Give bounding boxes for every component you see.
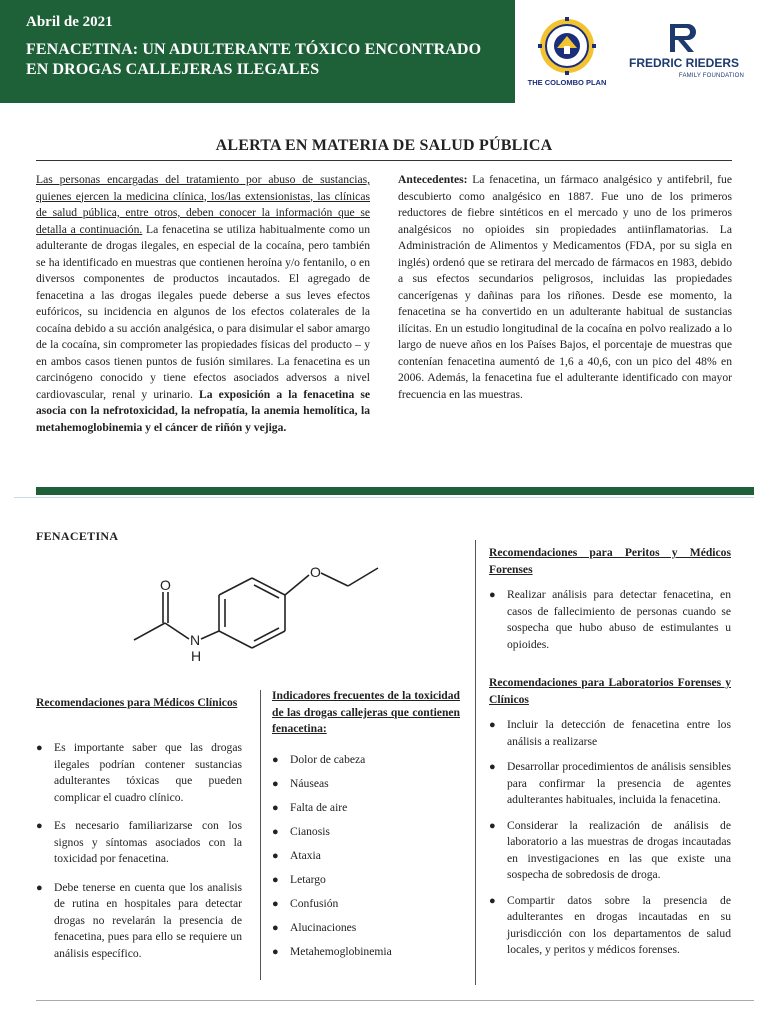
list-item: ● Es importante saber que las drogas ilegales podrían contener sustancias adulterantes tóxicas que pueden complicar el cuadro clínico. xyxy=(36,741,242,804)
list-item: ● Cianosis xyxy=(272,825,330,838)
colombo-plan-label: THE COLOMBO PLAN xyxy=(527,78,607,87)
footer-rule xyxy=(36,1000,754,1001)
title-underline xyxy=(36,160,732,161)
column-rule-right xyxy=(475,540,476,985)
intro-body-text: La fenacetina se utiliza habitualmente como un adulterante de drogas ilegales, en especial de la cocaína, pero también se ha identificado en muestras que contienen heroína y/o fentanilo, o en diversos componentes de productos incautados. El agregado de fenacetina a las drogas ilegales puede deberse a sus leves efectos eufóricos, su incidencia en algunos de los efectos colaterales de la cocaína debido a su acción analgésica, o para disimular el sabor amargo de la cocaína, sin comprometer las propiedades físicas del producto – y en ambos casos tienen puntos de fusión similares. La fenacetina es un carcinógeno conocido y tiene efectos asociados adversos a nivel cardiovascular, renal y urinario. xyxy=(36,222,370,401)
section-divider xyxy=(36,487,754,495)
intro-paragraph xyxy=(36,172,370,436)
colombo-plan-emblem-icon xyxy=(524,12,610,78)
peritos-list xyxy=(489,587,731,653)
medicos-clinicos-list xyxy=(36,740,242,962)
fredric-rieders-logo xyxy=(624,20,744,84)
list-item: ● Confusión xyxy=(272,897,339,910)
list-item: ● Náuseas xyxy=(272,777,329,790)
alert-title: ALERTA EN MATERIA DE SALUD PÚBLICA xyxy=(215,137,553,154)
column-rule-middle xyxy=(260,690,261,980)
molecule-label: FENACETINA xyxy=(36,529,119,543)
section-divider-thin xyxy=(14,497,754,498)
fredric-rieders-subtitle: FAMILY FOUNDATION xyxy=(678,73,744,79)
antecedentes-label: Antecedentes: xyxy=(398,173,468,186)
phenacetin-structure-diagram xyxy=(120,555,400,675)
atom-h: H xyxy=(191,648,202,664)
fredric-rieders-name: FREDRIC RIEDERS xyxy=(628,56,739,70)
indicadores-heading: Indicadores frecuentes de la toxicidad de las drogas callejeras que contienen fenacetina: xyxy=(272,689,460,735)
atom-n: N xyxy=(190,632,201,648)
header-banner xyxy=(0,0,515,103)
intro-underlined-text: Las personas encargadas del tratamiento por abuso de sustancias, quienes ejercen la medicina clínica, los/las extensionistas, las clínicas de salud pública, entre otros, deben conocer la información que se detalla a continuación. xyxy=(36,173,370,236)
atom-o-carbonyl: O xyxy=(160,577,171,593)
page-title: FENACETINA: UN ADULTERANTE TÓXICO ENCONTRADO EN DROGAS CALLEJERAS ILEGALES xyxy=(26,41,482,78)
fr-monogram-icon xyxy=(624,20,744,56)
list-item: ● Compartir datos sobre la presencia de adulterantes en drogas incautadas en su jurisdicción con los departamentos de salud locales, y peritos y médicos forenses. xyxy=(489,893,731,956)
list-item: ● Letargo xyxy=(272,873,326,886)
intro-bold-text: La exposición a la fenacetina se asocia con la nefrotoxicidad, la nefropatía, la anemia hemolítica, la metahemoglobinemia y el cáncer de riñón y vejiga. xyxy=(36,387,371,434)
laboratorios-list xyxy=(489,717,731,959)
list-item: ● Alucinaciones xyxy=(272,921,357,934)
list-item: ● Metahemoglobinemia xyxy=(272,945,392,958)
list-item: ● Realizar análisis para detectar fenacetina, en casos de fallecimiento de personas cuando se sospecha que hubo abuso de estimulantes u opioides. xyxy=(489,588,731,651)
list-item: ● Incluir la detección de fenacetina entre los análisis a realizarse xyxy=(489,718,731,748)
antecedentes-text: La fenacetina, un fármaco analgésico y antifebril, fue descubierto como analgésico en 1887. Fue uno de los primeros reductores de fiebre sintéticos en el mercado y uno de los primeros analgésicos no opioides sin propiedades antiinflamatorias. La Administración de Alimentos y Medicamentos (FDA, por su sigla en inglés) ordenó que se retirara del mercado de fármacos en 1983, debido a sus efectos secundarios peligrosos, incluidas las propiedades cancerígenas y dañinas para los riñones. Desde ese momento, la fenacetina se ha convertido en un adulterante habitual de sustancias ilícitas. En un estudio longitudinal de la cocaína en polvo realizado a lo largo de nueve años en los Países Bajos, el porcentaje de muestras que contenían fenacetina aumentó de 1,6 a 40,6, con un pico del 48% en 2006. Además, la fenacetina fue el adulterante identificado con mayor frecuencia en las muestras. xyxy=(398,173,732,401)
publication-date: Abril de 2021 xyxy=(26,14,113,30)
list-item: ● Dolor de cabeza xyxy=(272,753,366,766)
list-item: ● Desarrollar procedimientos de análisis sensibles para confirmar la presencia de agentes adulterantes habituales, incluida la fenacetina. xyxy=(489,760,731,806)
list-item: ● Debe tenerse en cuenta que los analisis de rutina en hospitales para detectar drogas no revelarán la presencia de fenacetina, pues para ello se requiere un análisis específico. xyxy=(36,880,242,960)
list-item: ● Ataxia xyxy=(272,849,321,862)
peritos-heading: Recomendaciones para Peritos y Médicos Forenses xyxy=(489,546,731,576)
laboratorios-heading: Recomendaciones para Laboratorios Forenses y Clínicos xyxy=(489,676,731,706)
medicos-clinicos-heading: Recomendaciones para Médicos Clínicos xyxy=(36,696,238,709)
antecedentes-paragraph xyxy=(398,172,732,403)
atom-o-ether: O xyxy=(310,564,321,580)
indicadores-list xyxy=(272,748,460,964)
list-item: ● Es necesario familiarizarse con los signos y síntomas asociados con la toxicidad por fenacetina. xyxy=(36,819,242,865)
colombo-plan-logo xyxy=(524,12,610,92)
list-item: ● Considerar la realización de análisis de laboratorio a las muestras de drogas incautadas en investigaciones en las que existe una sospecha de sobredosis de droga. xyxy=(489,818,731,881)
list-item: ● Falta de aire xyxy=(272,801,348,814)
